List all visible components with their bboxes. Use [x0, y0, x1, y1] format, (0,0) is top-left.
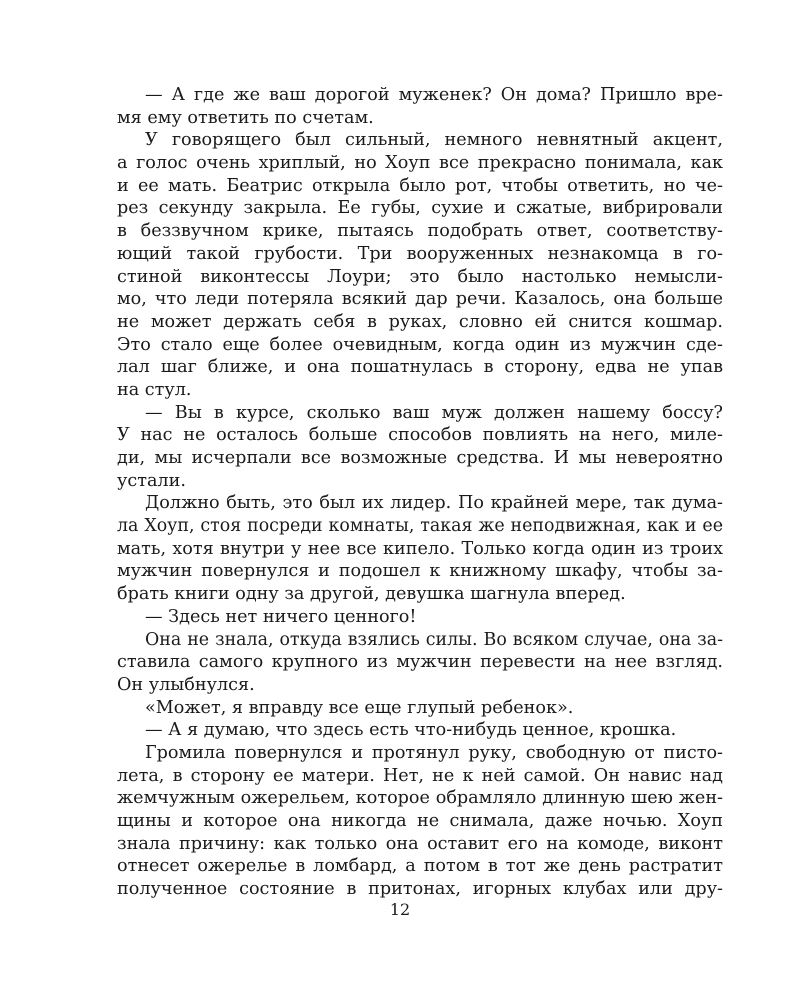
text-line: стиной виконтессы Лоури; это было настолько немысли- [117, 266, 723, 287]
text-line: У нас не осталось больше способов повлиять на него, миле- [117, 425, 723, 446]
text-line: отнесет ожерелье в ломбард, а потом в тот же день растратит [117, 856, 723, 877]
text-line: — А где же ваш дорогой муженек? Он дома? Пришло вре- [145, 85, 723, 105]
text-line: мя ему ответить по счетам. [117, 107, 374, 128]
text-line: У говорящего был сильный, немного невнятный акцент, [145, 130, 723, 151]
text-line: лета, в сторону ее матери. Нет, не к ней самой. Он навис над [117, 765, 723, 786]
text-line: «Может, я вправду все еще глупый ребенок». [145, 697, 574, 718]
text-line: мужчин повернулся и подошел к книжному шкафу, чтобы за- [117, 561, 723, 582]
text-line: лал шаг ближе, и она пошатнулась в сторону, едва не упав [117, 357, 723, 378]
text-line: а голос очень хриплый, но Хоуп все прекрасно понимала, как [117, 153, 723, 174]
text-line: мо, что леди потеряла всякий дар речи. Казалось, она больше [117, 289, 723, 310]
body-text [117, 84, 723, 901]
text-line: жемчужным ожерельем, которое обрамляло длинную шею жен- [117, 788, 723, 809]
text-line: Должно быть, это был их лидер. По крайней мере, так дума- [145, 493, 723, 514]
text-line: Он улыбнулся. [117, 674, 255, 695]
text-line: Громила повернулся и протянул руку, свободную от писто- [145, 742, 723, 763]
text-line: рез секунду закрыла. Ее губы, сухие и сжатые, вибрировали [117, 198, 723, 219]
text-line: брать книги одну за другой, девушка шагнула вперед. [117, 584, 626, 605]
text-line: устали. [117, 470, 186, 491]
text-line: — А я думаю, что здесь есть что-нибудь ценное, крошка. [145, 720, 677, 741]
text-line: ди, мы исчерпали все возможные средства. И мы невероятно [117, 448, 723, 468]
text-line: и ее мать. Беатрис открыла было рот, чтобы ответить, но че- [117, 175, 723, 196]
text-line: щины и которое она никогда не снимала, даже ночью. Хоуп [117, 811, 723, 831]
text-line: — Здесь нет ничего ценного! [145, 606, 417, 627]
text-line: Это стало еще более очевидным, когда один из мужчин сде- [117, 334, 723, 355]
text-line: ставила самого крупного из мужчин перевести на нее взгляд. [117, 652, 723, 673]
text-line: — Вы в курсе, сколько ваш муж должен нашему боссу? [145, 402, 723, 423]
text-line: знала причину: как только она оставит его на комоде, виконт [117, 833, 723, 854]
text-line: Она не знала, откуда взялись силы. Во всяком случае, она за- [145, 629, 723, 650]
text-line: в беззвучном крике, пытаясь подобрать ответ, соответству- [117, 221, 723, 242]
text-line: мать, хотя внутри у нее все кипело. Только когда один из троих [117, 538, 723, 559]
text-line: не может держать себя в руках, словно ей снится кошмар. [117, 311, 723, 332]
page-number: 12 [389, 900, 411, 919]
text-line: ющий такой грубости. Три вооруженных незнакомца в го- [117, 243, 723, 264]
text-line: полученное состояние в притонах, игорных клубах или дру- [117, 879, 723, 900]
text-line: ла Хоуп, стоя посреди комнаты, такая же неподвижная, как и ее [117, 516, 723, 537]
text-line: на стул. [117, 379, 192, 400]
